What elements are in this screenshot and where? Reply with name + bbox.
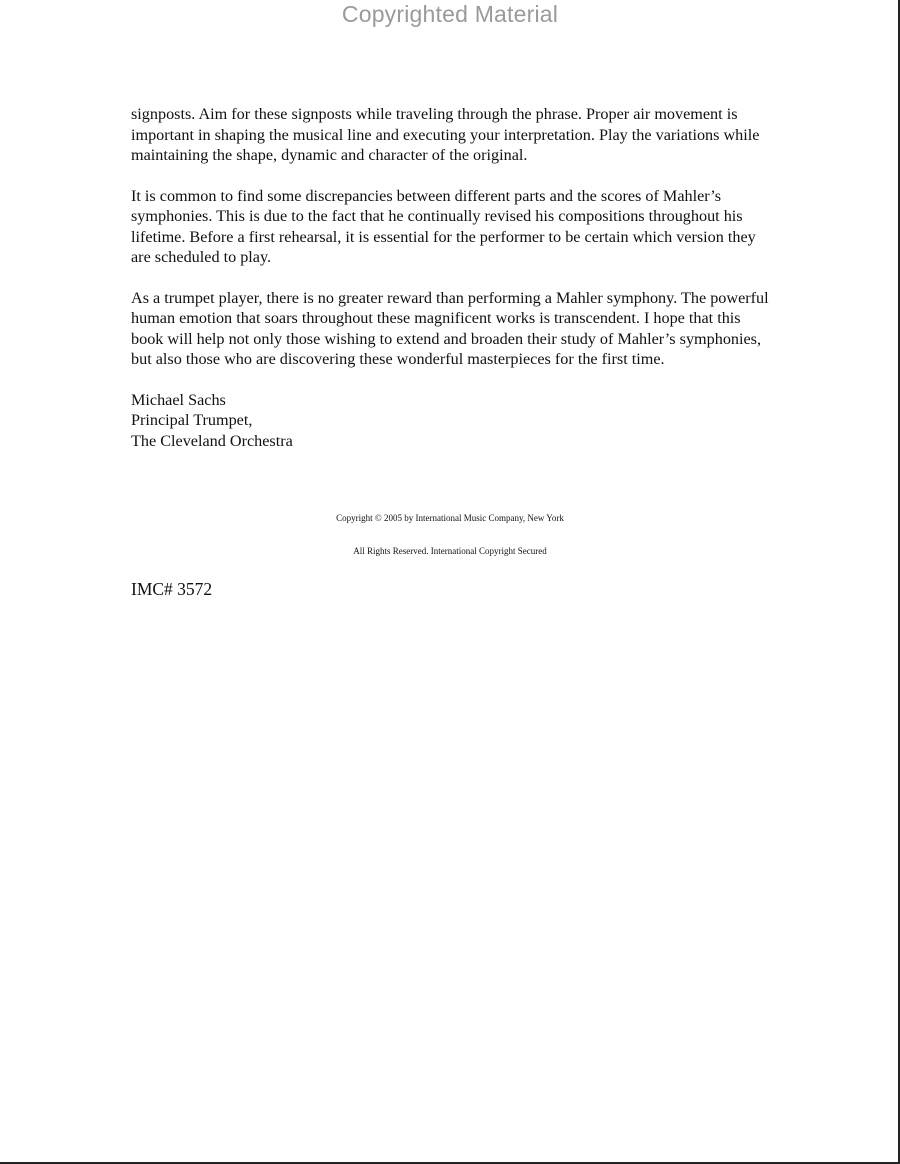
- signature-title: Principal Trumpet,: [131, 411, 253, 429]
- rights-reserved-notice: All Rights Reserved. International Copyright Secured: [353, 546, 547, 556]
- signature-organization: The Cleveland Orchestra: [131, 431, 293, 450]
- paragraph-discrepancies: It is common to find some discrepancies between different parts and the scores of Mahler’s symphonies. This is due to the fact that he continually revised his compositions throughout his lifetime. Before a first rehearsal, it is essential for the performer to be certain which version they are scheduled to play.: [131, 186, 756, 266]
- copyright-notice: Copyright © 2005 by International Music Company, New York: [336, 513, 564, 523]
- copyright-watermark: Copyrighted Material: [341, 1, 559, 27]
- paragraph-signposts: signposts. Aim for these signposts while traveling through the phrase. Proper air movement is important in shaping the musical line and executing your interpretation. Play the variations while maintaining the shape, dynamic and character of the original.: [131, 105, 760, 164]
- signature-name: Michael Sachs: [131, 390, 226, 409]
- paragraph-reward: As a trumpet player, there is no greater reward than performing a Mahler symphony. The powerful human emotion that soars throughout these magnificent works is transcendent. I hope that this book will help not only those wishing to extend and broaden their study of Mahler’s symphonies, but also those who are discovering these wonderful masterpieces for the first time.: [131, 288, 769, 368]
- document-body: [131, 104, 771, 451]
- signature-block: [131, 390, 771, 452]
- catalog-number: IMC# 3572: [131, 579, 213, 599]
